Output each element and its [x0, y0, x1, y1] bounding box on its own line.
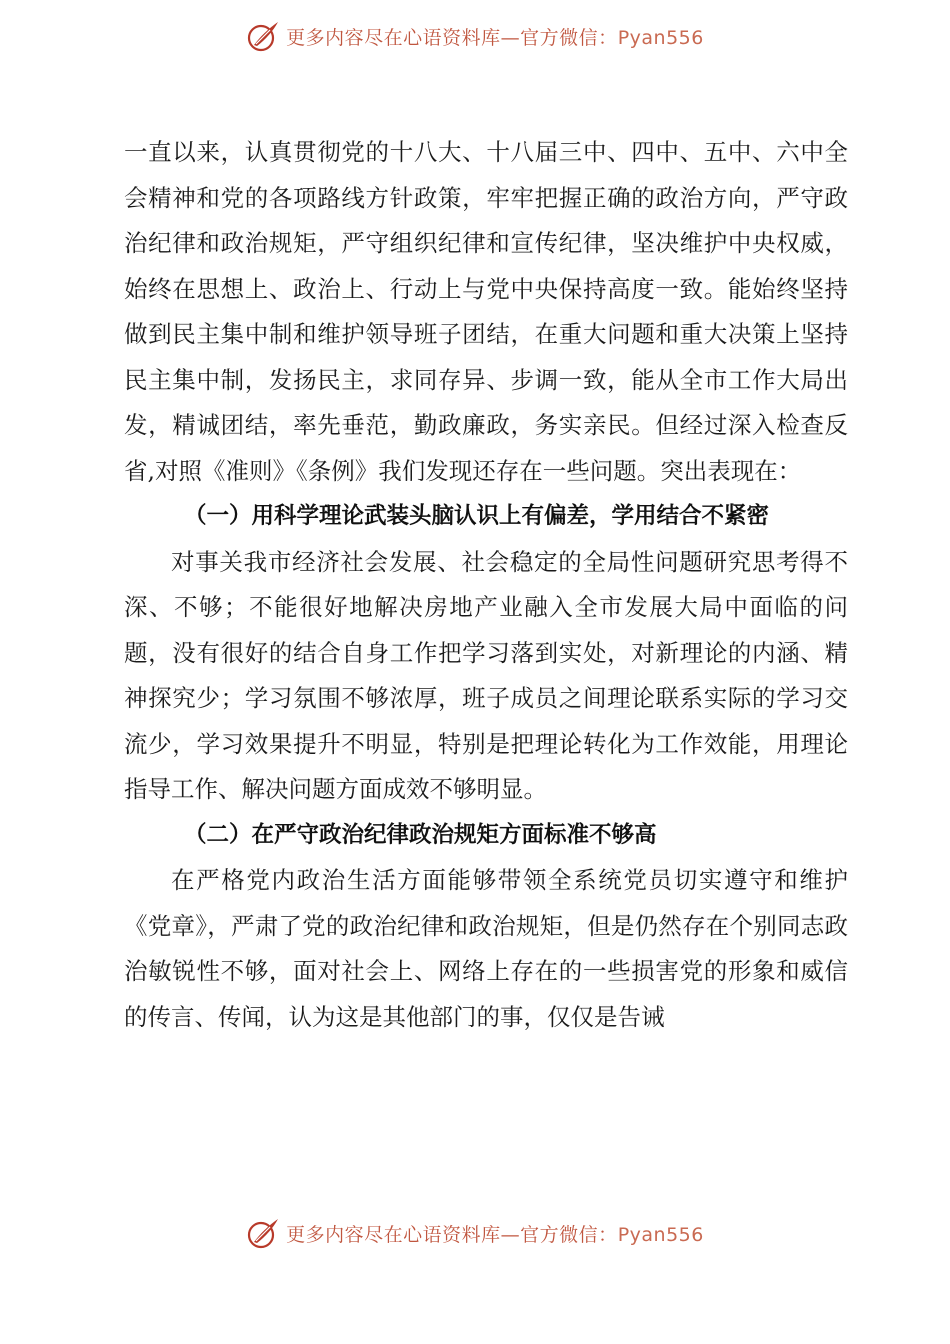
section-heading-2: （二）在严守政治纪律政治规矩方面标准不够高: [184, 821, 657, 848]
header-banner-text: 更多内容尽在心语资料库—官方微信：Pyan556: [286, 26, 704, 49]
paragraph-section-1: 对事关我市经济社会发展、社会稳定的全局性问题研究思考得不深、不够；不能很好地解决房地产业融入全市发展大局中面临的问题，没有很好的结合自身工作把学习落到实处，对新理论的内涵、精神探究少；学习氛围不够浓厚，班子成员之间理论联系实际的学习交流少，学习效果提升不明显，特别是把理论转化为工作效能，用理论指导工作、解决问题方面成效不够明显。: [124, 547, 848, 803]
document-body: [124, 130, 848, 1040]
header-banner: [0, 16, 950, 56]
paragraph-section-2: 在严格党内政治生活方面能够带领全系统党员切实遵守和维护《党章》，严肃了党的政治纪律和政治规矩，但是仍然存在个别同志政治敏锐性不够，面对社会上、网络上存在的一些损害党的形象和威信的传言、传闻，认为这是其他部门的事，仅仅是告诫: [124, 866, 848, 1031]
footer-banner: [0, 1213, 950, 1253]
section-heading-1: （一）用科学理论武装头脑认识上有偏差，学用结合不紧密: [184, 503, 770, 529]
quill-pen-logo-icon: [246, 19, 280, 53]
footer-banner-text: 更多内容尽在心语资料库—官方微信：Pyan556: [286, 1223, 704, 1246]
quill-pen-logo-icon: [246, 1216, 280, 1250]
paragraph-intro: 一直以来，认真贯彻党的十八大、十八届三中、四中、五中、六中全会精神和党的各项路线方针政策，牢牢把握正确的政治方向，严守政治纪律和政治规矩，严守组织纪律和宣传纪律，坚决维护中央权威，始终在思想上、政治上、行动上与党中央保持高度一致。能始终坚持做到民主集中制和维护领导班子团结，在重大问题和重大决策上坚持民主集中制，发扬民主，求同存异、步调一致，能从全市工作大局出发，精诚团结，率先垂范，勤政廉政，务实亲民。但经过深入检查反省,对照《准则》《条例》我们发现还存在一些问题。突出表现在：: [124, 138, 848, 485]
